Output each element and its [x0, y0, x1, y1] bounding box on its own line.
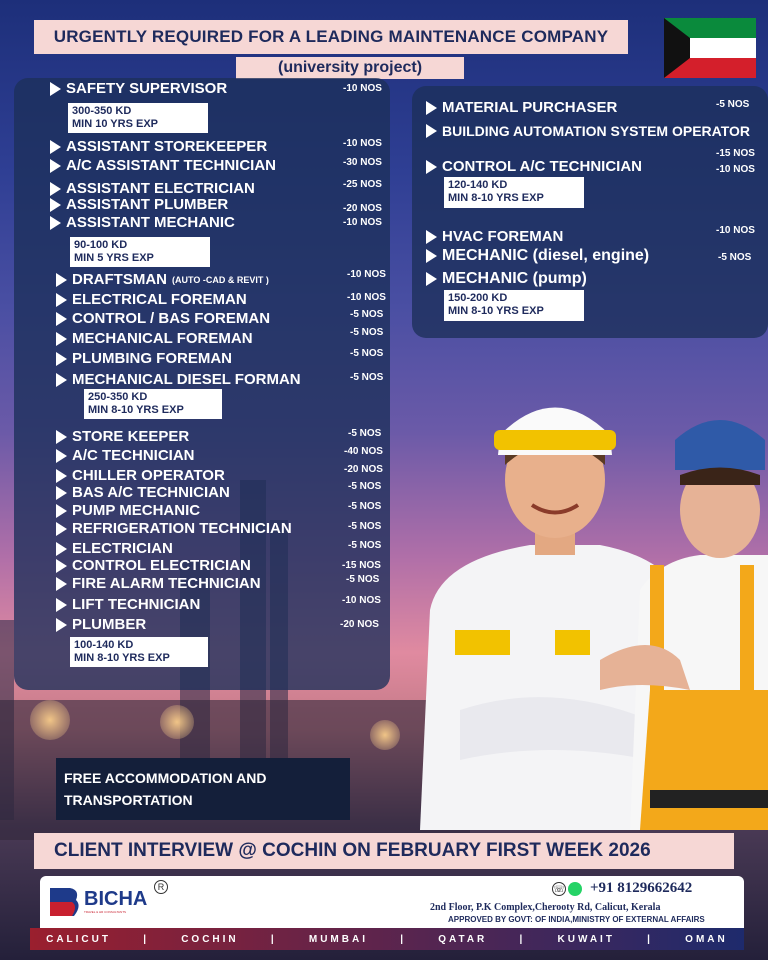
address: 2nd Floor, P.K Complex,Cherooty Rd, Calicut, Kerala	[430, 902, 661, 913]
job-count: -20 NOS	[344, 464, 383, 475]
job-count: -5 NOS	[718, 252, 752, 263]
job-count: -25 NOS	[343, 179, 382, 190]
arrow-icon	[56, 293, 67, 307]
job-item: ASSISTANT MECHANIC	[50, 214, 235, 231]
separator: |	[143, 933, 149, 945]
arrow-icon	[56, 486, 67, 500]
arrow-icon	[56, 430, 67, 444]
job-count: -5 NOS	[350, 372, 384, 383]
job-count: -20 NOS	[343, 203, 382, 214]
kuwait-flag-icon	[664, 18, 756, 78]
header-title: URGENTLY REQUIRED FOR A LEADING MAINTENANCE COMPANY	[34, 20, 628, 54]
job-count: -10 NOS	[343, 217, 382, 228]
accommodation-banner: FREE ACCOMMODATION AND TRANSPORTATION	[56, 758, 350, 820]
job-item: PUMP MECHANIC	[56, 502, 200, 519]
job-item: PLUMBING FOREMAN	[56, 350, 232, 367]
job-item: BAS A/C TECHNICIAN	[56, 484, 230, 501]
arrow-icon	[56, 449, 67, 463]
job-count: -30 NOS	[343, 157, 382, 168]
job-count: -10 NOS	[716, 164, 755, 175]
arrow-icon	[56, 312, 67, 326]
whatsapp-icon	[568, 882, 582, 896]
salary-box: 250-350 KD MIN 8-10 YRS EXP	[84, 389, 222, 419]
arrow-icon	[56, 504, 67, 518]
job-item: DRAFTSMAN (AUTO -CAD & REVIT )	[56, 271, 269, 288]
separator: |	[270, 933, 277, 945]
approval-text: APPROVED BY GOVT: OF INDIA,MINISTRY OF EXTERNAL AFFAIRS	[448, 915, 705, 924]
job-item: MECHANIC (diesel, engine)	[426, 247, 649, 265]
interview-banner: CLIENT INTERVIEW @ COCHIN ON FEBRUARY FIRST WEEK 2026	[34, 833, 734, 869]
job-count: -15 NOS	[716, 148, 755, 159]
brand-logo-icon	[48, 886, 82, 918]
job-item: LIFT TECHNICIAN	[56, 596, 200, 613]
arrow-icon	[50, 198, 61, 212]
arrow-icon	[56, 522, 67, 536]
city: CALICUT	[46, 933, 111, 945]
job-count: -5 NOS	[716, 99, 750, 110]
arrow-icon	[50, 216, 61, 230]
cities-bar	[30, 928, 744, 950]
arrow-icon	[426, 160, 437, 174]
job-item: PLUMBER	[56, 616, 146, 633]
salary-box: 120-140 KD MIN 8-10 YRS EXP	[444, 177, 584, 208]
salary-box: 150-200 KD MIN 8-10 YRS EXP	[444, 290, 584, 321]
brand-name: BICHA	[84, 888, 148, 910]
background-light	[30, 700, 70, 740]
job-item: ASSISTANT PLUMBER	[50, 196, 228, 213]
job-item: MECHANICAL FOREMAN	[56, 330, 253, 347]
job-count: -20 NOS	[340, 619, 379, 630]
job-count: -5 NOS	[346, 574, 380, 585]
salary-box: 300-350 KD MIN 10 YRS EXP	[68, 103, 208, 133]
job-count: -5 NOS	[348, 501, 382, 512]
job-count: -10 NOS	[343, 83, 382, 94]
job-item: A/C ASSISTANT TECHNICIAN	[50, 157, 276, 174]
arrow-icon	[56, 469, 67, 483]
separator: |	[519, 933, 526, 945]
job-count: -15 NOS	[342, 560, 381, 571]
arrow-icon	[50, 159, 61, 173]
brand-tagline: TRAVEL & HR CONSULTANTS	[84, 910, 127, 914]
job-item: STORE KEEPER	[56, 428, 189, 445]
city: COCHIN	[181, 933, 239, 945]
salary-box: 90-100 KD MIN 5 YRS EXP	[70, 237, 210, 267]
registered-mark: R	[154, 880, 168, 894]
job-item: CONTROL ELECTRICIAN	[56, 557, 251, 574]
arrow-icon	[56, 618, 67, 632]
background-light	[160, 705, 194, 739]
job-count: -5 NOS	[348, 428, 382, 439]
job-item: CHILLER OPERATOR	[56, 467, 225, 484]
job-count: -10 NOS	[347, 292, 386, 303]
job-count: -5 NOS	[348, 481, 382, 492]
arrow-icon	[56, 598, 67, 612]
arrow-icon	[56, 273, 67, 287]
job-item: MECHANICAL DIESEL FORMAN	[56, 371, 301, 388]
arrow-icon	[426, 230, 437, 244]
arrow-icon	[50, 182, 61, 196]
job-count: -5 NOS	[348, 521, 382, 532]
job-item: A/C TECHNICIAN	[56, 447, 195, 464]
job-item: CONTROL A/C TECHNICIAN	[426, 158, 642, 175]
job-count: -10 NOS	[343, 138, 382, 149]
job-count: -5 NOS	[350, 327, 384, 338]
job-item: ELECTRICAL FOREMAN	[56, 291, 247, 308]
job-item: ASSISTANT ELECTRICIAN	[50, 180, 255, 197]
job-item: CONTROL / BAS FOREMAN	[56, 310, 270, 327]
footer	[40, 876, 744, 928]
header-subtitle: (university project)	[236, 57, 464, 79]
job-item: REFRIGERATION TECHNICIAN	[56, 520, 292, 537]
arrow-icon	[56, 542, 67, 556]
arrow-icon	[426, 124, 437, 138]
job-item: SAFETY SUPERVISOR	[50, 80, 227, 97]
phone-number: +91 8129662642	[590, 880, 693, 896]
city: MUMBAI	[308, 933, 368, 945]
city: OMAN	[685, 933, 728, 945]
separator: |	[647, 933, 653, 945]
arrow-icon	[426, 101, 437, 115]
background-light	[370, 720, 400, 750]
arrow-icon	[56, 352, 67, 366]
salary-box: 100-140 KD MIN 8-10 YRS EXP	[70, 637, 208, 667]
separator: |	[400, 933, 406, 945]
workers-photo	[400, 360, 768, 830]
job-count: -40 NOS	[344, 446, 383, 457]
job-item: BUILDING AUTOMATION SYSTEM OPERATOR	[426, 123, 750, 139]
job-count: -5 NOS	[350, 309, 384, 320]
job-count: -5 NOS	[348, 540, 382, 551]
job-count: -10 NOS	[347, 269, 386, 280]
arrow-icon	[56, 332, 67, 346]
job-item: HVAC FOREMAN	[426, 228, 563, 245]
job-count: -10 NOS	[716, 225, 755, 236]
job-item: ELECTRICIAN	[56, 540, 173, 557]
city: QATAR	[438, 933, 488, 945]
arrow-icon	[56, 577, 67, 591]
arrow-icon	[56, 373, 67, 387]
phone-icon: ☏	[553, 884, 565, 894]
arrow-icon	[426, 249, 437, 263]
job-item: MECHANIC (pump)	[426, 270, 587, 288]
job-count: -5 NOS	[350, 348, 384, 359]
job-count: -10 NOS	[342, 595, 381, 606]
arrow-icon	[50, 140, 61, 154]
city: KUWAIT	[557, 933, 615, 945]
arrow-icon	[426, 272, 437, 286]
job-item: MATERIAL PURCHASER	[426, 99, 617, 116]
job-item: ASSISTANT STOREKEEPER	[50, 138, 267, 155]
job-item: FIRE ALARM TECHNICIAN	[56, 575, 261, 592]
arrow-icon	[50, 82, 61, 96]
arrow-icon	[56, 559, 67, 573]
